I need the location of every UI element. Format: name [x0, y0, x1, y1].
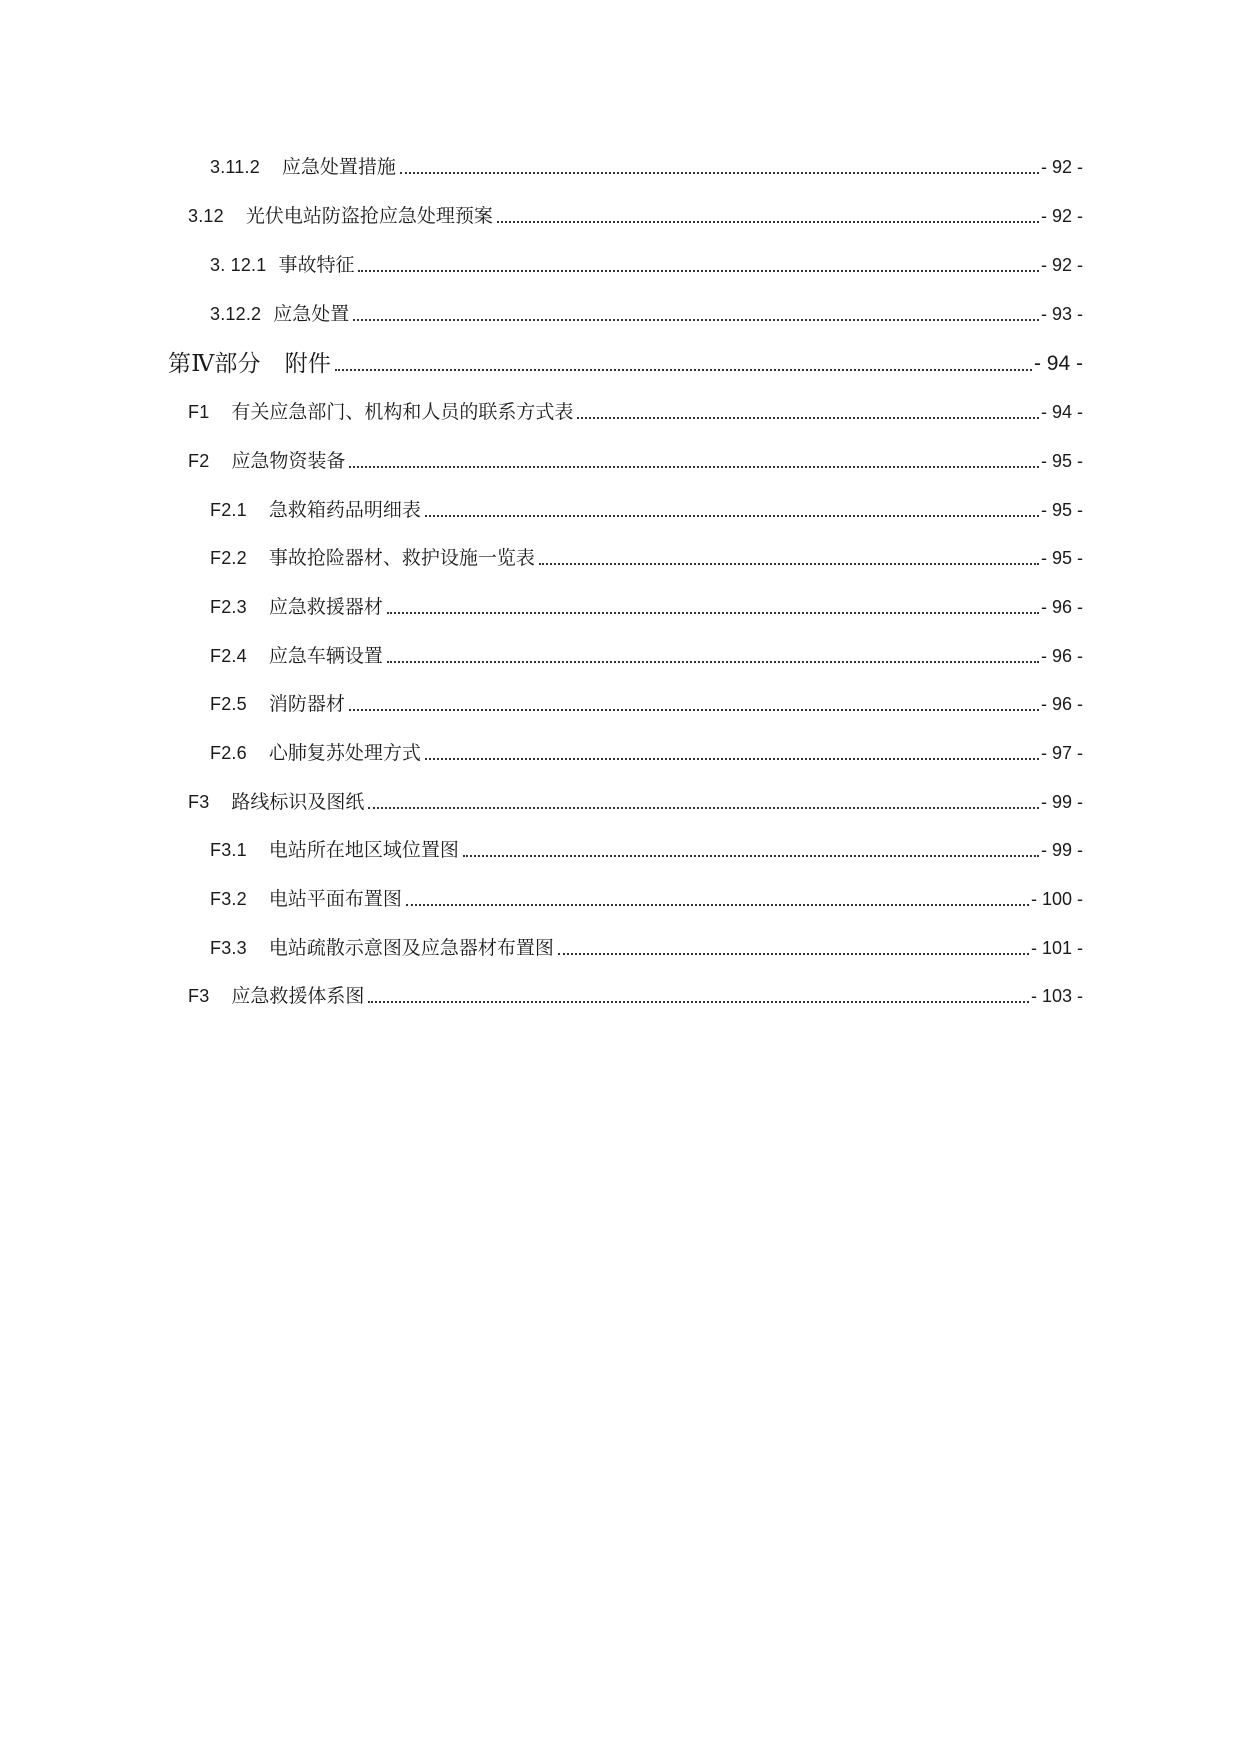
- toc-dot-leader: [558, 953, 1029, 955]
- toc-entry[interactable]: [210, 830, 1083, 862]
- toc-entry-title: 心肺复苏处理方式: [268, 742, 421, 764]
- toc-entry-page: - 96 -: [1040, 646, 1083, 666]
- toc-entry[interactable]: [188, 196, 1083, 228]
- toc-entry-page: - 95 -: [1040, 500, 1083, 520]
- toc-entry-page: - 96 -: [1040, 597, 1083, 617]
- toc-entry-number: 3.12: [188, 206, 224, 226]
- toc-entry-page: - 94 -: [1040, 402, 1083, 422]
- toc-entry-page: - 99 -: [1040, 792, 1083, 812]
- toc-entry[interactable]: [210, 928, 1083, 960]
- toc-entry[interactable]: [188, 976, 1083, 1008]
- toc-entry-page: - 92 -: [1040, 255, 1083, 275]
- toc-entry-title: 路线标识及图纸: [231, 791, 365, 813]
- toc-entry-title: 光伏电站防盗抢应急处理预案: [245, 205, 493, 227]
- toc-entry-number: F2.1: [210, 500, 247, 520]
- toc-entry-title: 应急救援体系图: [231, 985, 365, 1007]
- toc-entry-page: - 95 -: [1040, 548, 1083, 568]
- toc-entry-number: F3.3: [210, 938, 247, 958]
- toc-dot-leader: [353, 319, 1039, 321]
- toc-entry-page: - 97 -: [1040, 743, 1083, 763]
- toc-entry[interactable]: [188, 392, 1083, 424]
- toc-entry-page: - 100 -: [1030, 889, 1083, 909]
- toc-entry-number: F2.2: [210, 548, 247, 568]
- toc-dot-leader: [425, 758, 1039, 760]
- toc-entry[interactable]: [210, 879, 1083, 911]
- toc-entry-title: 应急救援器材: [268, 596, 383, 618]
- toc-entry-title: 电站所在地区域位置图: [268, 839, 459, 861]
- toc-entry-number: F2.5: [210, 694, 247, 714]
- toc-entry-page: - 95 -: [1040, 451, 1083, 471]
- toc-entry[interactable]: [210, 294, 1083, 326]
- toc-entry-title: 应急处置措施: [281, 156, 396, 178]
- toc-entry-title: 急救箱药品明细表: [268, 499, 421, 521]
- toc-entry[interactable]: [210, 636, 1083, 668]
- toc-dot-leader: [335, 369, 1032, 371]
- toc-entry-page: - 93 -: [1040, 304, 1083, 324]
- toc-entry[interactable]: [210, 490, 1083, 522]
- toc-entry-title: 有关应急部门、机构和人员的联系方式表: [231, 401, 574, 423]
- toc-entry-title: 电站平面布置图: [268, 888, 402, 910]
- toc-entry-title: 事故特征: [278, 254, 355, 276]
- toc-entry-number: 3. 12.1: [210, 255, 267, 275]
- toc-dot-leader: [425, 515, 1039, 517]
- toc-entry-title: 事故抢险器材、救护设施一览表: [268, 547, 535, 569]
- toc-entry[interactable]: [188, 441, 1083, 473]
- toc-entry-number: F3: [188, 986, 210, 1006]
- toc-entry-number: F2: [188, 451, 210, 471]
- toc-entry-title: 应急车辆设置: [268, 645, 383, 667]
- toc-part-entry[interactable]: [168, 344, 1083, 376]
- toc-entry[interactable]: [188, 782, 1083, 814]
- toc-entry-number: F2.6: [210, 743, 247, 763]
- toc-entry-page: - 92 -: [1040, 206, 1083, 226]
- toc-dot-leader: [368, 807, 1039, 809]
- toc-entry[interactable]: [210, 538, 1083, 570]
- toc-dot-leader: [497, 221, 1039, 223]
- toc-dot-leader: [463, 855, 1039, 857]
- toc-dot-leader: [577, 417, 1039, 419]
- toc-dot-leader: [349, 709, 1039, 711]
- toc-dot-leader: [387, 612, 1039, 614]
- toc-dot-leader: [349, 466, 1039, 468]
- toc-entry-page: - 103 -: [1030, 986, 1083, 1006]
- toc-entry-page: - 96 -: [1040, 694, 1083, 714]
- toc-entry-number: 第Ⅳ部分: [168, 351, 261, 377]
- toc-entry-title: 应急处置: [273, 303, 350, 325]
- toc-entry-number: F2.4: [210, 646, 247, 666]
- toc-entry-number: F3.1: [210, 840, 247, 860]
- toc-entry-title: 附件: [284, 351, 331, 377]
- toc-entry-page: - 101 -: [1030, 938, 1083, 958]
- toc-entry-title: 电站疏散示意图及应急器材布置图: [268, 937, 554, 959]
- toc-entry[interactable]: [210, 587, 1083, 619]
- toc-dot-leader: [539, 563, 1039, 565]
- toc-entry-title: 消防器材: [268, 693, 345, 715]
- toc-dot-leader: [406, 904, 1029, 906]
- toc-entry-number: 3.12.2: [210, 304, 262, 324]
- toc-entry-page: - 94 -: [1033, 352, 1083, 375]
- toc-entry[interactable]: [210, 684, 1083, 716]
- toc-entry-number: F2.3: [210, 597, 247, 617]
- toc-entry-title: 应急物资装备: [231, 450, 346, 472]
- toc-entry[interactable]: [210, 733, 1083, 765]
- toc-dot-leader: [387, 661, 1039, 663]
- toc-entry[interactable]: [210, 147, 1083, 179]
- toc-dot-leader: [400, 172, 1039, 174]
- toc-dot-leader: [368, 1001, 1029, 1003]
- toc-entry-number: 3.11.2: [210, 157, 260, 177]
- toc-entry-number: F3: [188, 792, 210, 812]
- toc-entry-number: F1: [188, 402, 210, 422]
- toc-entry-number: F3.2: [210, 889, 247, 909]
- toc-entry-page: - 92 -: [1040, 157, 1083, 177]
- toc-entry[interactable]: [210, 245, 1083, 277]
- toc-dot-leader: [358, 270, 1039, 272]
- toc-entry-page: - 99 -: [1040, 840, 1083, 860]
